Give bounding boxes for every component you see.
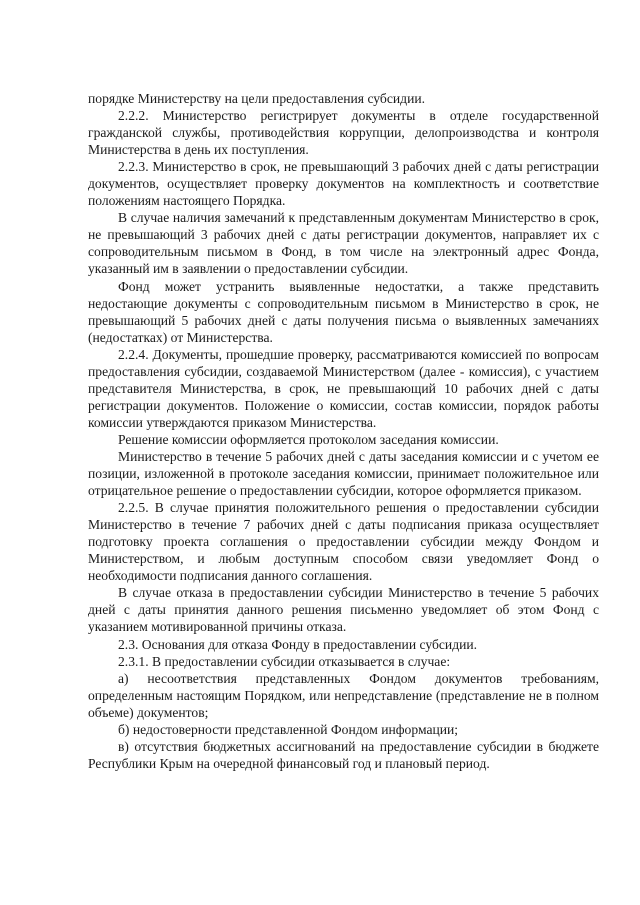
- paragraph-fund-corrections: Фонд может устранить выявленные недостатки, а также представить недостающие документы с сопроводительным письмом в Министерство в срок, не превышающий 5 рабочих дней с даты получения письма о выявленных замечаниях (недостатках) от Министерства.: [88, 278, 599, 345]
- paragraph-2-2-2: 2.2.2. Министерство регистрирует документы в отделе государственной гражданской службы, противодействия коррупции, делопроизводства и контроля Министерства в день их поступления.: [88, 108, 599, 158]
- document-body: [88, 90, 599, 772]
- paragraph-2-3-1: 2.3.1. В предоставлении субсидии отказывается в случае:: [118, 653, 451, 669]
- paragraph-continuation: порядке Министерству на цели предоставления субсидии.: [88, 91, 426, 106]
- paragraph-2-2-5: 2.2.5. В случае принятия положительного решения о предоставлении субсидии Министерство в течение 7 рабочих дней с даты подписания приказа осуществляет подготовку проекта соглашения о предоставлении субсидии между Фондом и Министерством, и любым доступным способом связи уведомляет Фонд о необходимости подписания данного соглашения.: [88, 500, 599, 584]
- paragraph-ministry-decision: Министерство в течение 5 рабочих дней с даты заседания комиссии и с учетом ее позиции, изложенной в протоколе заседания комиссии, принимает положительное или отрицательное решение о предоставлении субсидии, которое оформляется приказом.: [88, 448, 599, 499]
- paragraph-refusal-notice: В случае отказа в предоставлении субсидии Министерство в течение 5 рабочих дней с даты принятия данного решения письменно уведомляет об этом Фонд с указанием мотивированной причины отказа.: [88, 585, 599, 635]
- list-item-a: а) несоответствия представленных Фондом документов требованиям, определенным настоящим Порядком, или непредставление (представление не в полном объеме) документов;: [88, 670, 599, 720]
- paragraph-2-2-4: 2.2.4. Документы, прошедшие проверку, рассматриваются комиссией по вопросам предоставления субсидии, создаваемой Министерством (далее - комиссия), с участием представителя Министерства, в срок, не превышающий 10 рабочих дней с даты регистрации документов. Положение о комиссии, состав комиссии, порядок работы комиссии утверждаются приказом Министерства.: [88, 346, 599, 430]
- list-item-b: б) недостоверности представленной Фондом информации;: [118, 721, 459, 737]
- paragraph-2-2-3: 2.2.3. Министерство в срок, не превышающий 3 рабочих дней с даты регистрации документов, осуществляет проверку документов на комплектность и соответствие положениям настоящего Порядка.: [88, 159, 599, 209]
- paragraph-commission-decision: Решение комиссии оформляется протоколом заседания комиссии.: [118, 431, 499, 447]
- list-item-v: в) отсутствия бюджетных ассигнований на предоставление субсидии в бюджете Республики Крым на очередной финансовый год и плановый период.: [88, 738, 599, 771]
- paragraph-2-3: 2.3. Основания для отказа Фонду в предоставлении субсидии.: [118, 636, 478, 652]
- paragraph-remarks: В случае наличия замечаний к представленным документам Министерство в срок, не превышающий 3 рабочих дней с даты регистрации документов, направляет их с сопроводительным письмом в Фонд, в том числе на электронный адрес Фонда, указанный им в заявлении о предоставлении субсидии.: [88, 210, 599, 277]
